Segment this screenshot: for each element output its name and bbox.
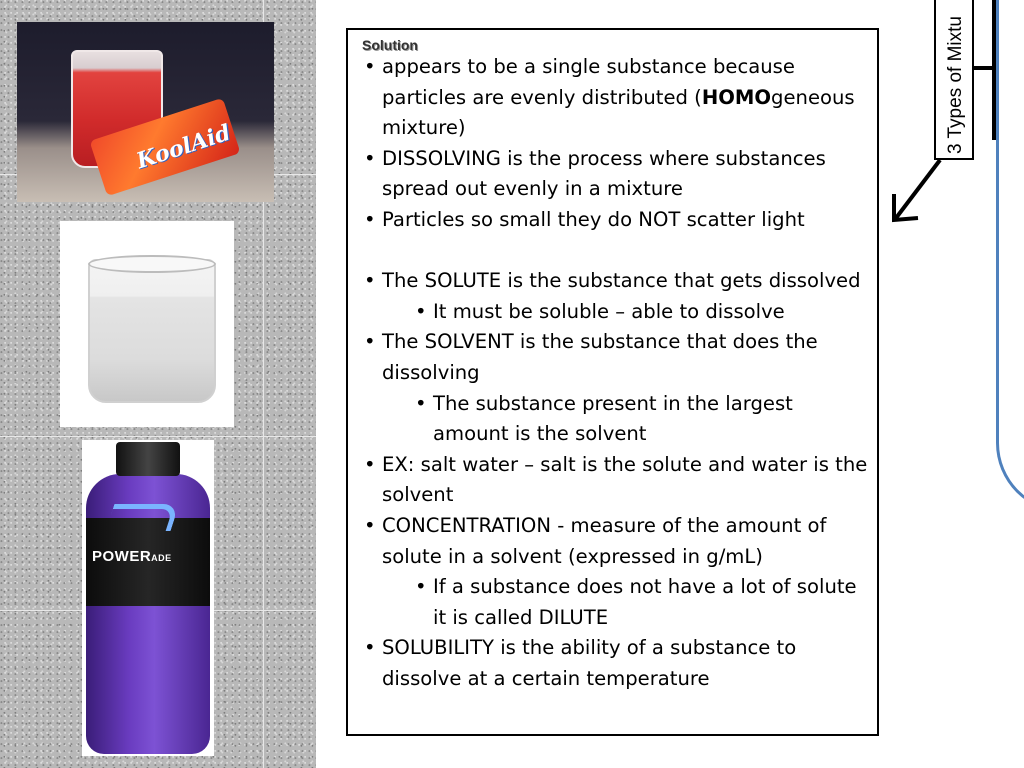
- bullet-text: appears to be a single substance because particles are evenly distributed (: [382, 55, 795, 109]
- bottle-cap: [116, 442, 180, 476]
- box-heading: Solution: [362, 37, 418, 53]
- left-image-panel: [0, 0, 316, 768]
- bullet-bold-text: HOMO: [701, 85, 772, 109]
- diagram-bracket: [996, 0, 1024, 513]
- brand-main: POWER: [92, 548, 152, 565]
- koolaid-photo: [17, 22, 274, 202]
- diagram-label-box: [934, 0, 974, 160]
- bullet-item: • SOLUBILITY is the ability of a substance to dissolve at a certain temperature: [360, 633, 870, 694]
- brand-suffix: ADE: [151, 553, 172, 563]
- sub-bullet-item: • It must be soluble – able to dissolve: [360, 297, 870, 328]
- diagram-label: 3 Types of Mixtu: [945, 16, 966, 154]
- arrow-icon: [888, 156, 948, 228]
- sub-bullet-item: • If a substance does not have a lot of solute it is called DILUTE: [360, 572, 870, 633]
- bullet-item: • EX: salt water – salt is the solute and water is the solvent: [360, 450, 870, 511]
- water-glass: [88, 259, 216, 403]
- water-glass-photo: [60, 221, 234, 427]
- koolaid-logo-text: KoolAid: [133, 119, 234, 175]
- water-glass-rim: [88, 255, 216, 273]
- bullet-item: • The SOLVENT is the substance that does the dissolving: [360, 327, 870, 388]
- bullet-text: geneous mixture): [382, 85, 855, 140]
- bullet-item: • CONCENTRATION - measure of the amount of solute in a solvent (expressed in g/mL): [360, 511, 870, 572]
- bullet-item: • DISSOLVING is the process where substances spread out evenly in a mixture: [360, 144, 870, 205]
- powerade-p-logo: [106, 504, 180, 531]
- bullet-list: [360, 52, 870, 694]
- powerade-brand: [92, 548, 172, 565]
- powerade-photo: [82, 440, 214, 756]
- tile-divider: [0, 436, 316, 437]
- diagram-connector: [974, 66, 996, 70]
- bullet-item: [360, 52, 870, 144]
- solution-text-box: [346, 28, 879, 736]
- sub-bullet-item: • The substance present in the largest amount is the solvent: [360, 389, 870, 450]
- bullet-item: • Particles so small they do NOT scatter light: [360, 205, 870, 236]
- spacer: [360, 236, 870, 267]
- bullet-item: • The SOLUTE is the substance that gets dissolved: [360, 266, 870, 297]
